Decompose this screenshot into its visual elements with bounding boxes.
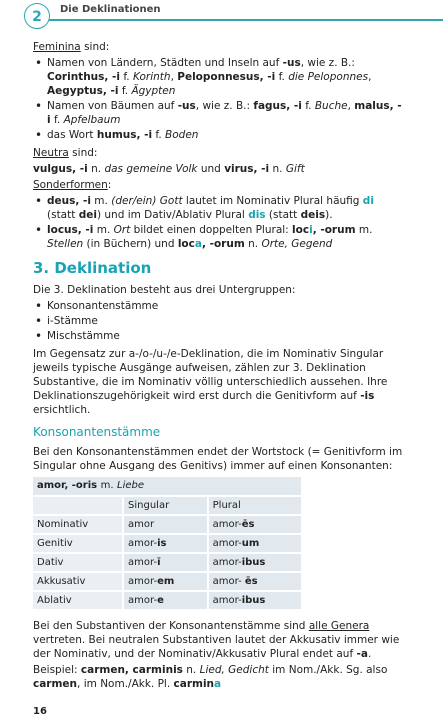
declension-table (33, 477, 301, 611)
page-number: 16 (33, 706, 47, 717)
section-title: 3. Deklination (33, 259, 152, 277)
table-word: amor, -oris (37, 480, 98, 491)
sonderformen-heading: Sonderformen (33, 179, 108, 191)
table-title-row (33, 477, 301, 497)
plural-cell: amor-ibus (207, 554, 301, 573)
subsection-title: Konsonantenstämme (33, 425, 161, 439)
singular-cell: amor-is (122, 535, 207, 554)
singular-cell: amor-em (122, 573, 207, 592)
table-header-row (33, 497, 301, 516)
section-intro: Die 3. Deklination besteht aus drei Untergruppen: (33, 284, 296, 296)
header-rule (30, 19, 443, 21)
list-item: • Konsonantenstämme (33, 299, 405, 313)
case-cell: Genitiv (33, 535, 122, 554)
plural-cell: amor-ēs (207, 516, 301, 535)
list-item: • locus, -i m. Ort bildet einen doppelten Plural: loci, -orum m. Stellen (in Büchern) und loca, -orum n. Orte, Gegend (33, 223, 405, 251)
case-cell: Nominativ (33, 516, 122, 535)
neutra-heading-suffix: sind: (68, 147, 98, 159)
list-item: • deus, -i m. (der/ein) Gott lautet im Nominativ Plural häufig di (statt dei) und im Dativ/Ablativ Plural dis (statt deis). (33, 194, 405, 222)
feminina-heading: Feminina (33, 41, 81, 53)
feminina-heading-suffix: sind: (80, 41, 110, 53)
neutra-line: vulgus, -i n. das gemeine Volk und virus, -i n. Gift (33, 163, 305, 175)
list-item: • Namen von Bäumen auf -us, wie z. B.: fagus, -i f. Buche, malus, -i f. Apfelbaum (33, 99, 405, 127)
table-row (33, 554, 301, 573)
list-item: • das Wort humus, -i f. Boden (33, 128, 405, 142)
feminina-list (33, 56, 405, 142)
page-header (0, 0, 443, 25)
chapter-title: Die Deklinationen (60, 4, 161, 15)
plural-cell: amor-ibus (207, 592, 301, 611)
case-cell: Dativ (33, 554, 122, 573)
table-row (33, 573, 301, 592)
neutra-heading: Neutra (33, 147, 69, 159)
after-table-text: Bei den Substantiven der Konsonantenstämme sind alle Genera vertreten. Bei neutralen Substantiven lautet der Akkusativ immer wie der Nominativ, und der Nominativ/Akkusativ Plural endet auf -a. (33, 620, 400, 660)
table-row (33, 535, 301, 554)
sonderformen-heading-line (33, 178, 405, 192)
case-cell: Akkusativ (33, 573, 122, 592)
case-cell: Ablativ (33, 592, 122, 611)
page-content (33, 40, 405, 693)
list-item: • Namen von Ländern, Städten und Inseln auf -us, wie z. B.: Corinthus, -i f. Korinth, Peloponnesus, -i f. die Peloponnes, Aegyptus, -i f. Ägypten (33, 56, 405, 98)
table-row (33, 516, 301, 535)
subgroups-list (33, 299, 405, 343)
plural-cell: amor-um (207, 535, 301, 554)
plural-cell: amor- ēs (207, 573, 301, 592)
list-item: • Mischstämme (33, 329, 405, 343)
subsection-text: Bei den Konsonantenstämmen endet der Wortstock (= Genitivform im Singular ohne Ausgang des Genitivs) immer auf einen Konsonanten: (33, 446, 403, 472)
table-header-cell: Singular (122, 497, 207, 516)
table-title-cell (33, 477, 301, 497)
table-gender: m. (100, 480, 114, 491)
section-paragraph: Im Gegensatz zur a-/o-/u-/e-Deklination, die im Nominativ Singular jeweils typische Ausgänge aufweisen, zählen zur 3. Deklination Substantive, die im Nominativ völlig unterschiedlich aussehen. Ihre Deklinationszugehörigkeit wird erst durch die Genitivform auf -is ersichtlich. (33, 348, 388, 416)
singular-cell: amor-ī (122, 554, 207, 573)
chapter-number-badge: 2 (24, 3, 50, 29)
table-meaning: Liebe (117, 480, 145, 491)
sonderformen-heading-suffix: : (107, 179, 112, 191)
feminina-heading-line (33, 40, 405, 54)
table-row (33, 592, 301, 611)
table-header-cell (33, 497, 122, 516)
sonderformen-list (33, 194, 405, 251)
singular-cell: amor-e (122, 592, 207, 611)
table-header-cell: Plural (207, 497, 301, 516)
list-item: • i-Stämme (33, 314, 405, 328)
example-text: Beispiel: carmen, carminis n. Lied, Gedicht im Nom./Akk. Sg. also carmen, im Nom./Akk. Pl. carmina (33, 664, 388, 690)
singular-cell: amor (122, 516, 207, 535)
neutra-heading-line (33, 146, 405, 160)
